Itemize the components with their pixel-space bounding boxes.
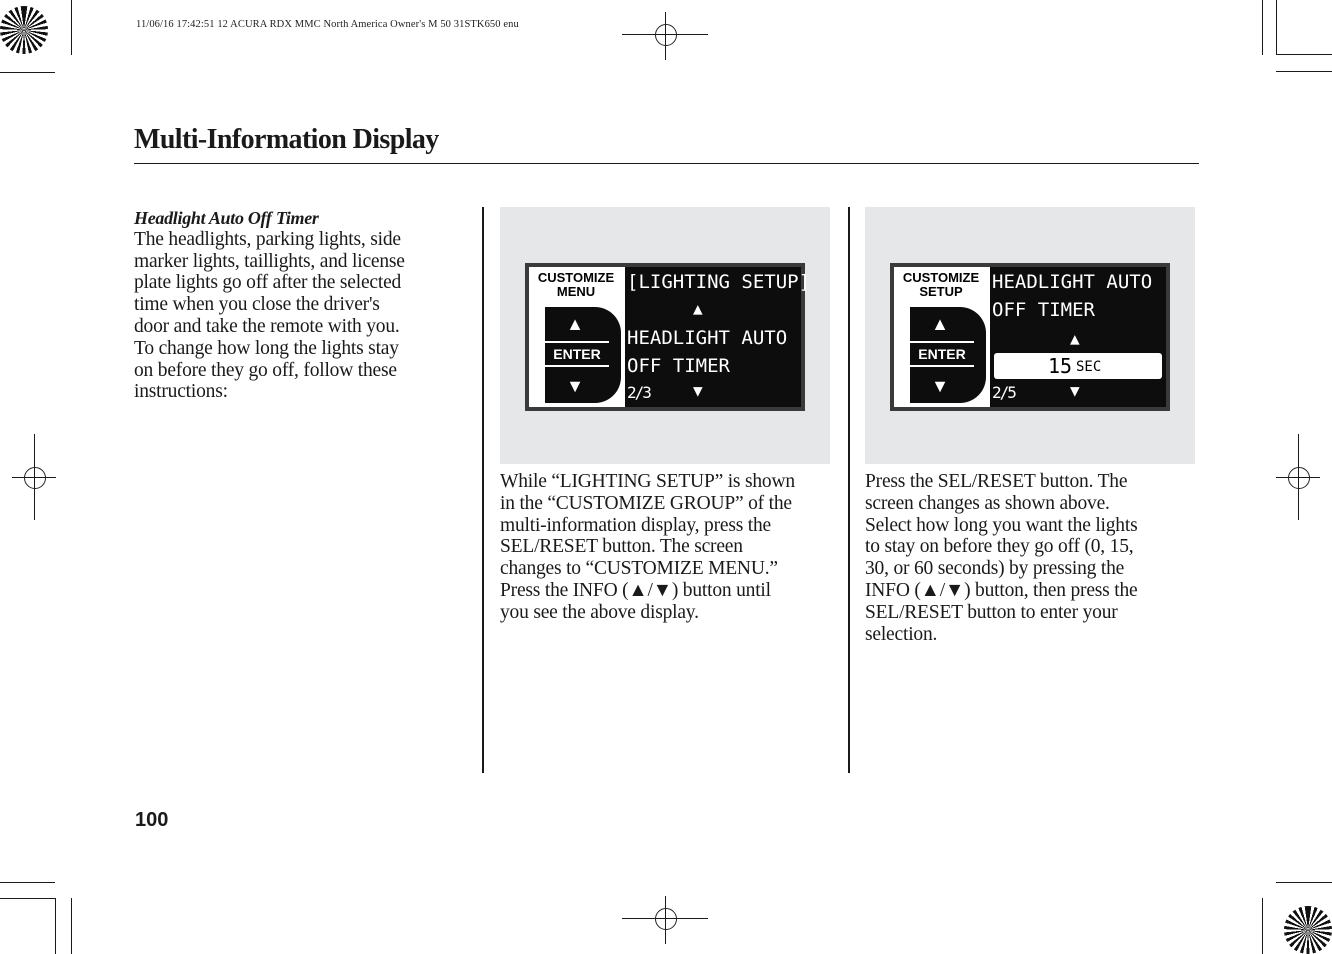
registration-target-icon — [0, 6, 48, 54]
figure-customize-setup — [865, 207, 1195, 464]
paragraph — [134, 229, 469, 403]
text-line: screen changes as shown above. — [865, 492, 1110, 514]
print-info: 11/06/16 17:42:51 12 ACURA RDX MMC North America Owner's M 50 31STK650 enu — [136, 19, 519, 30]
selected-value: 15 — [1048, 354, 1073, 378]
text-line: Select how long you want the lights — [865, 514, 1138, 536]
page-indicator: 2/5 — [992, 383, 1015, 402]
down-arrow-icon: ▼ — [1070, 381, 1081, 400]
enter-label: ENTER — [545, 341, 609, 367]
crosshair-icon — [622, 12, 708, 60]
display-bezel — [890, 263, 1170, 411]
figure2-caption — [865, 471, 1205, 645]
control-pad — [910, 307, 986, 403]
column-divider — [848, 207, 850, 773]
panel-label: CUSTOMIZE SETUP — [902, 270, 980, 299]
lcd-line: HEADLIGHT AUTO — [627, 327, 788, 349]
text-line: door and take the remote with you. — [134, 315, 400, 337]
title-rule — [134, 163, 1199, 164]
text-line: 30, or 60 seconds) by pressing the — [865, 558, 1125, 580]
text-line: to stay on before they go off (0, 15, — [865, 536, 1134, 558]
text-line: marker lights, taillights, and license — [134, 250, 405, 272]
text-line: instructions: — [134, 381, 228, 403]
subheading: Headlight Auto Off Timer — [134, 208, 319, 228]
up-arrow-icon: ▲ — [1070, 329, 1081, 348]
registration-target-icon — [1284, 906, 1332, 954]
display-bezel — [525, 263, 811, 411]
panel-label: CUSTOMIZE MENU — [537, 270, 615, 299]
lcd-screen — [990, 267, 1166, 407]
text-line: While “LIGHTING SETUP” is shown — [500, 471, 795, 492]
display-panel — [529, 267, 811, 407]
down-arrow-icon: ▼ — [693, 381, 704, 400]
selected-unit: SEC — [1076, 359, 1102, 375]
page-title: Multi-Information Display — [134, 124, 439, 155]
enter-label: ENTER — [910, 341, 974, 367]
text-line: in the “CUSTOMIZE GROUP” of the — [500, 492, 792, 514]
selected-value-box — [994, 353, 1162, 379]
text-line: SEL/RESET button. The screen — [500, 536, 743, 558]
text-line: you see the above display. — [500, 601, 699, 623]
text-line: Press the INFO (▲/▼) button until — [500, 579, 771, 601]
figure1-caption — [500, 471, 840, 624]
text-line: time when you close the driver's — [134, 294, 380, 316]
page-number: 100 — [135, 809, 169, 831]
text-line: SEL/RESET button to enter your — [865, 601, 1118, 623]
lcd-line: OFF TIMER — [627, 355, 730, 377]
text-line: selection. — [865, 623, 938, 645]
crosshair-icon — [1276, 434, 1320, 520]
lcd-screen — [625, 267, 811, 407]
crosshair-icon — [12, 434, 56, 520]
figure-customize-menu — [500, 207, 830, 464]
lcd-line: [LIGHTING SETUP] — [627, 271, 811, 293]
column-divider — [482, 207, 484, 773]
down-arrow-icon: ▼ — [566, 376, 584, 396]
text-line: INFO (▲/▼) button, then press the — [865, 579, 1138, 601]
lcd-line: HEADLIGHT AUTO — [992, 271, 1153, 293]
text-line: Press the SEL/RESET button. The — [865, 471, 1128, 492]
lcd-line: OFF TIMER — [992, 299, 1095, 321]
left-column — [134, 208, 469, 403]
control-pad — [545, 307, 621, 403]
up-arrow-icon: ▲ — [931, 314, 949, 334]
text-line: plate lights go off after the selected — [134, 272, 402, 294]
text-line: The headlights, parking lights, side — [134, 228, 401, 250]
text-line: on before they go off, follow these — [134, 359, 397, 381]
down-arrow-icon: ▼ — [931, 376, 949, 396]
text-line: To change how long the lights stay — [134, 337, 399, 359]
up-arrow-icon: ▲ — [693, 299, 704, 318]
display-panel — [894, 267, 1166, 407]
text-line: changes to “CUSTOMIZE MENU.” — [500, 558, 778, 580]
page-indicator: 2/3 — [627, 383, 650, 402]
crosshair-icon — [622, 896, 708, 944]
text-line: multi-information display, press the — [500, 514, 771, 536]
up-arrow-icon: ▲ — [566, 314, 584, 334]
